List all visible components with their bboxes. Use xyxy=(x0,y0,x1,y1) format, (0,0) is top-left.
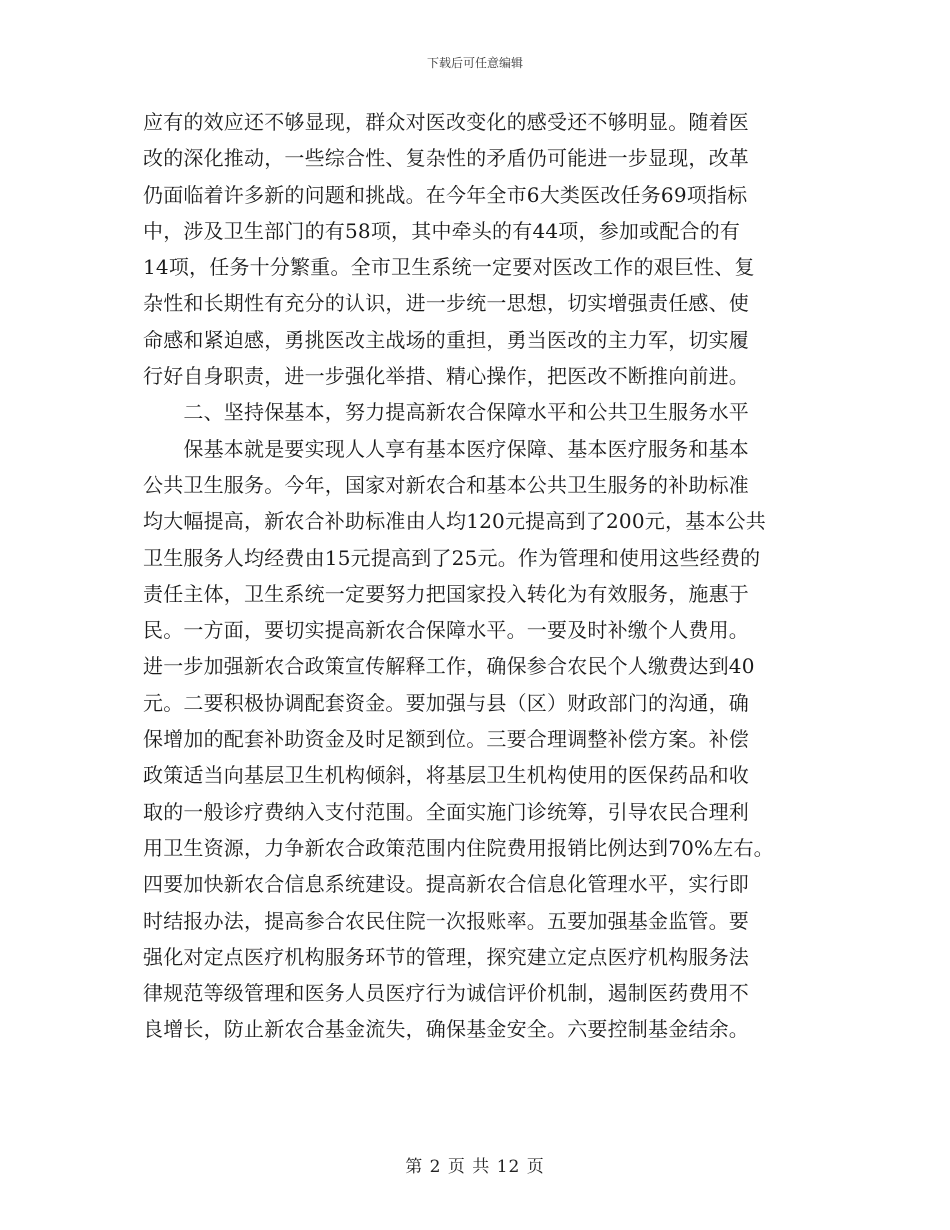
text-line: 命感和紧迫感，勇挑医改主战场的重担，勇当医改的主力军，切实履 xyxy=(143,327,749,352)
text-line: 仍面临着许多新的问题和挑战。在今年全市6大类医改任务69项指标 xyxy=(143,182,748,207)
text-line: 公共卫生服务。今年，国家对新农合和基本公共卫生服务的补助标准 xyxy=(143,472,749,497)
text-line: 应有的效应还不够显现，群众对医改变化的感受还不够明显。随着医 xyxy=(143,110,749,134)
text-line: 保增加的配套补助资金及时足额到位。三要合理调整补偿方案。补偿 xyxy=(143,727,749,752)
text-line: 中，涉及卫生部门的有58项，其中牵头的有44项，参加或配合的有 xyxy=(143,218,741,243)
text-line: 杂性和长期性有充分的认识，进一步统一思想，切实增强责任感、使 xyxy=(143,291,749,316)
text-line: 取的一般诊疗费纳入支付范围。全面实施门诊统筹，引导农民合理利 xyxy=(143,799,749,824)
text-line: 责任主体，卫生系统一定要努力把国家投入转化为有效服务，施惠于 xyxy=(143,581,749,606)
text-line: 良增长，防止新农合基金流失，确保基金安全。六要控制基金结余。 xyxy=(143,1017,749,1042)
text-line: 14项，任务十分繁重。全市卫生系统一定要对医改工作的艰巨性、复 xyxy=(143,255,755,280)
text-line: 进一步加强新农合政策宣传解释工作，确保参合农民个人缴费达到40 xyxy=(143,654,755,679)
text-line: 民。一方面，要切实提高新农合保障水平。一要及时补缴个人费用。 xyxy=(143,618,749,643)
section-heading: 二、坚持保基本，努力提高新农合保障水平和公共卫生服务水平 xyxy=(143,400,749,425)
text-line: 元。二要积极协调配套资金。要加强与县（区）财政部门的沟通，确 xyxy=(143,690,749,715)
text-line: 改的深化推动，一些综合性、复杂性的矛盾仍可能进一步显现，改革 xyxy=(143,146,749,171)
text-line: 行好自身职责，进一步强化举措、精心操作，把医改不断推向前进。 xyxy=(143,364,749,389)
text-line: 均大幅提高，新农合补助标准由人均120元提高到了200元，基本公共 xyxy=(143,509,766,534)
text-line: 用卫生资源，力争新农合政策范围内住院费用报销比例达到70%左右。 xyxy=(143,835,774,860)
document-body xyxy=(143,104,813,1048)
text-line: 保基本就是要实现人人享有基本医疗保障、基本医疗服务和基本 xyxy=(143,436,749,461)
page-header: 下载后可任意编辑 xyxy=(426,56,523,70)
page-footer: 第 2 页 共 12 页 xyxy=(405,1157,545,1177)
text-line: 四要加快新农合信息系统建设。提高新农合信息化管理水平，实行即 xyxy=(143,872,749,897)
text-line: 律规范等级管理和医务人员医疗行为诚信评价机制，遏制医药费用不 xyxy=(143,981,749,1006)
text-line: 强化对定点医疗机构服务环节的管理，探究建立定点医疗机构服务法 xyxy=(143,944,749,969)
text-line: 政策适当向基层卫生机构倾斜，将基层卫生机构使用的医保药品和收 xyxy=(143,763,749,788)
text-line: 卫生服务人均经费由15元提高到了25元。作为管理和使用这些经费的 xyxy=(143,545,761,570)
text-line: 时结报办法，提高参合农民住院一次报账率。五要加强基金监管。要 xyxy=(143,908,749,933)
